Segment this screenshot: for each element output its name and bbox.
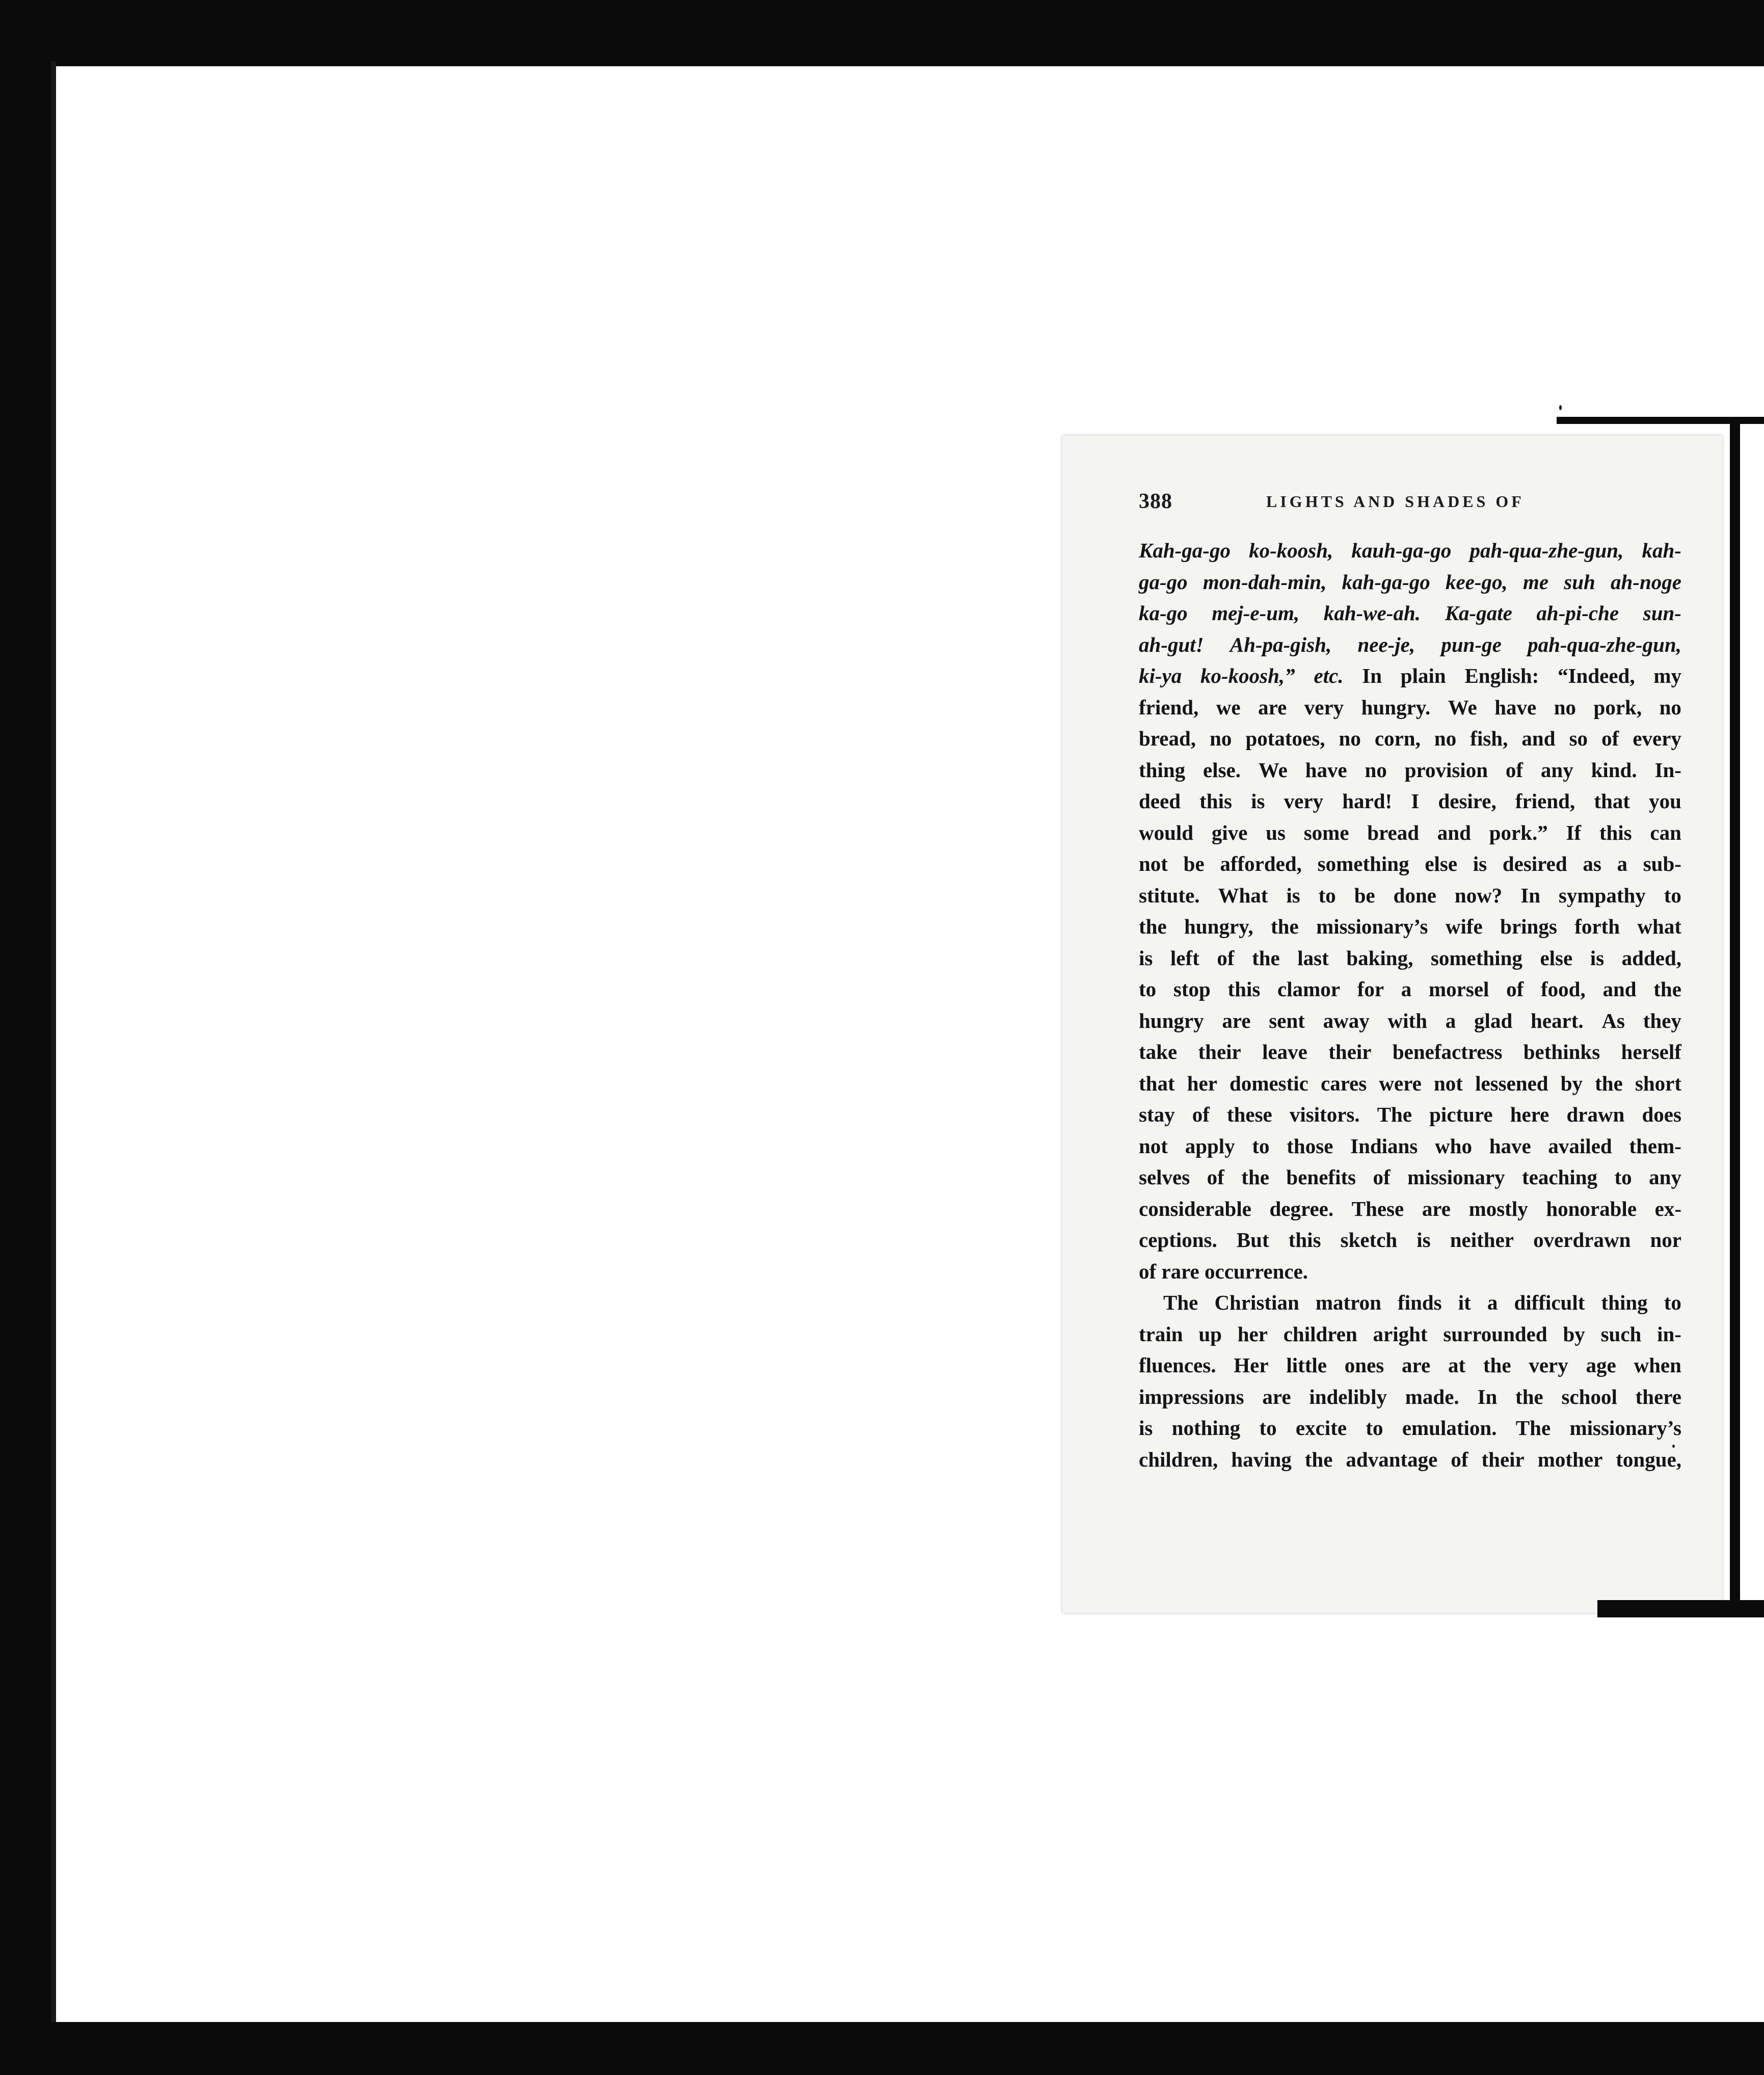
text-line: fluences. Her little ones are at the very age when <box>1139 1353 1681 1377</box>
film-frame-bottom <box>0 2022 1764 2075</box>
text-line: Kah-ga-go ko-koosh, kauh-ga-go pah-qua-zhe-gun, kah- <box>1139 539 1681 562</box>
body-text <box>1139 535 1681 1475</box>
text-line: bread, no potatoes, no corn, no fish, and so of every <box>1139 727 1681 750</box>
film-frame-left <box>0 0 56 2075</box>
text-line: hungry are sent away with a glad heart. As they <box>1139 1008 1681 1032</box>
text-line: stitute. What is to be done now? In sympathy to <box>1139 883 1681 907</box>
text-line: that her domestic cares were not lessened by the short <box>1139 1071 1681 1095</box>
text-line: The Christian matron finds it a difficult thing to <box>1163 1291 1681 1314</box>
text-line: ka-go mej-e-um, kah-we-ah. Ka-gate ah-pi-che sun- <box>1139 601 1681 625</box>
text-line: impressions are indelibly made. In the school there <box>1139 1385 1681 1408</box>
text-line: ah-gut! Ah-pa-gish, nee-je, pun-ge pah-qua-zhe-gun, <box>1139 632 1681 656</box>
text-line: selves of the benefits of missionary teaching to any <box>1139 1165 1681 1189</box>
text-line: the hungry, the missionary’s wife brings forth what <box>1139 915 1681 938</box>
running-title: LIGHTS AND SHADES OF <box>1266 492 1525 511</box>
text-line: stay of these visitors. The picture here drawn does <box>1139 1103 1681 1126</box>
page-border-right <box>1730 418 1740 1605</box>
text-line: take their leave their benefactress bethinks herself <box>1139 1040 1681 1063</box>
text-line: ceptions. But this sketch is neither overdrawn nor <box>1139 1228 1681 1252</box>
text-line: considerable degree. These are mostly honorable ex- <box>1139 1196 1681 1220</box>
scan-speck <box>1559 405 1562 410</box>
page-border-bottom <box>1597 1600 1764 1617</box>
text-line: train up her children aright surrounded by such in- <box>1139 1322 1681 1346</box>
text-line: not apply to those Indians who have availed them- <box>1139 1134 1681 1158</box>
text-line: of rare occurrence. <box>1139 1259 1308 1283</box>
text-line: is left of the last baking, something else is added, <box>1139 946 1681 970</box>
text-line: is nothing to excite to emulation. The missionary’s <box>1139 1416 1681 1440</box>
film-frame-edge <box>51 61 56 2028</box>
text-line: not be afforded, something else is desired as a sub- <box>1139 852 1681 875</box>
text-line: would give us some bread and pork.” If this can <box>1139 820 1681 844</box>
text-line: ki-ya ko-koosh,” etc. In plain English: “Indeed, my <box>1139 664 1681 687</box>
text-line: ga-go mon-dah-min, kah-ga-go kee-go, me suh ah-noge <box>1139 570 1681 594</box>
text-line: children, having the advantage of their mother tongue, <box>1139 1447 1681 1471</box>
text-line: to stop this clamor for a morsel of food, and the <box>1139 977 1681 1001</box>
text-line: friend, we are very hungry. We have no pork, no <box>1139 695 1681 719</box>
text-line: deed this is very hard! I desire, friend, that you <box>1139 789 1681 813</box>
text-line: thing else. We have no provision of any kind. In- <box>1139 758 1681 782</box>
page-number: 388 <box>1139 490 1172 513</box>
film-frame-top <box>0 0 1764 66</box>
running-head <box>1139 489 1692 515</box>
